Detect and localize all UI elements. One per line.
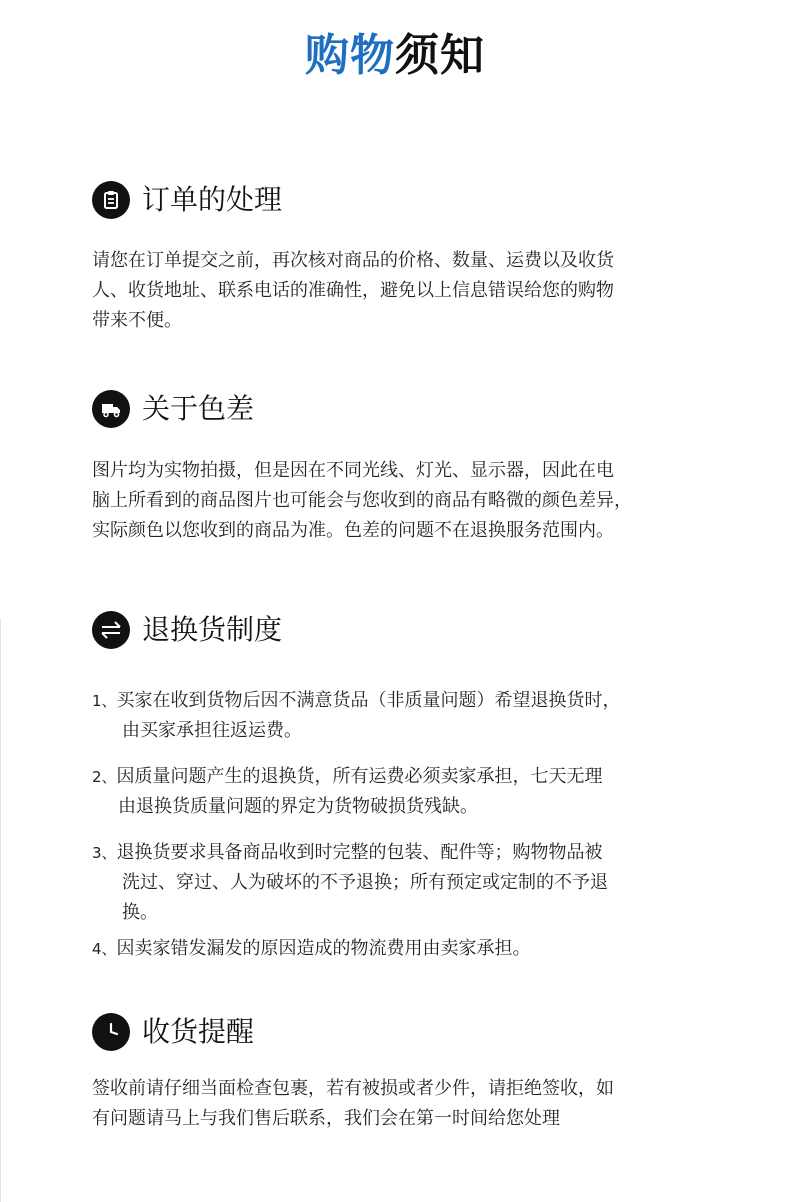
section-receipt-text <box>92 1074 712 1134</box>
section-heading: 关于色差 <box>142 392 255 425</box>
section-heading: 退换货制度 <box>142 613 283 646</box>
clipboard-icon <box>92 181 130 219</box>
item-number: 4、 <box>92 940 117 958</box>
item-number: 3、 <box>92 844 117 862</box>
text-line: 带来不便。 <box>92 310 182 331</box>
section-receipt-header <box>92 1010 254 1054</box>
text-line: 图片均为实物拍摄，但是因在不同光线、灯光、显示器，因此在电 <box>92 460 614 481</box>
section-color-header <box>92 387 254 431</box>
text-line: 有问题请马上与我们售后联系，我们会在第一时间给您处理 <box>92 1108 560 1129</box>
item-line: 买家在收到货物后因不满意货品（非质量问题）希望退换货时， <box>116 690 621 711</box>
item-line: 由买家承担往返运费。 <box>122 720 302 741</box>
item-number: 1、 <box>92 692 117 710</box>
divider-line <box>0 618 1 1202</box>
item-line: 洗过、穿过、人为破坏的不予退换；所有预定或定制的不予退 <box>122 872 608 893</box>
list-item <box>92 762 712 822</box>
section-heading: 订单的处理 <box>142 183 283 216</box>
item-line: 换。 <box>122 902 158 923</box>
item-line: 退换货要求具备商品收到时完整的包装、配件等；购物物品被 <box>116 842 603 863</box>
section-color-text <box>92 456 712 546</box>
section-order-text <box>92 246 712 336</box>
list-item <box>92 934 712 964</box>
section-heading: 收货提醒 <box>142 1015 255 1048</box>
text-line: 脑上所看到的商品图片也可能会与您收到的商品有略微的颜色差异， <box>92 490 632 511</box>
item-line: 由退换货质量问题的界定为货物破损货残缺。 <box>118 796 478 817</box>
text-line: 请您在订单提交之前，再次核对商品的价格、数量、运费以及收货 <box>92 250 614 271</box>
list-item <box>92 686 712 746</box>
list-item <box>92 838 712 928</box>
title-blue-part: 购物 <box>305 30 395 81</box>
clock-icon <box>92 1013 130 1051</box>
truck-icon <box>92 390 130 428</box>
text-line: 实际颜色以您收到的商品为准。色差的问题不在退换服务范围内。 <box>92 520 614 541</box>
item-number: 2、 <box>92 768 117 786</box>
page-title <box>0 28 790 84</box>
text-line: 人、收货地址、联系电话的准确性，避免以上信息错误给您的购物 <box>92 280 614 301</box>
exchange-arrows-icon <box>92 611 130 649</box>
section-return-header <box>92 608 282 652</box>
item-line: 因卖家错发漏发的原因造成的物流费用由卖家承担。 <box>116 938 531 959</box>
item-line: 因质量问题产生的退换货，所有运费必须卖家承担，七天无理 <box>116 766 603 787</box>
section-order-header <box>92 178 282 222</box>
text-line: 签收前请仔细当面检查包裹，若有被损或者少件，请拒绝签收，如 <box>92 1078 614 1099</box>
title-dark-part: 须知 <box>395 30 485 81</box>
